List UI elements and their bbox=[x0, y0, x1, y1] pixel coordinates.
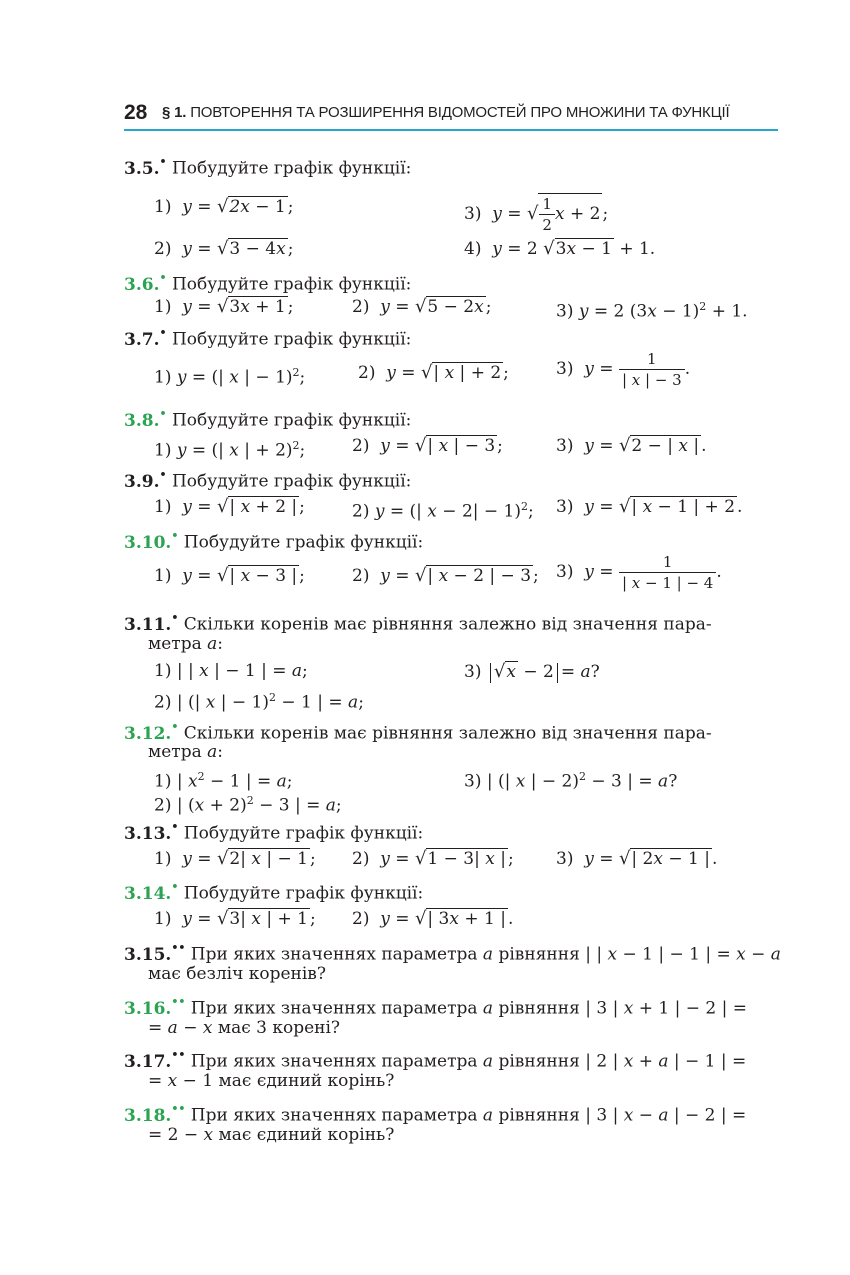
item-3: 3) y = 2 $(3x - 1)^2 + 1$. bbox=[556, 300, 748, 322]
exercise-text-cont: метра bbox=[148, 742, 202, 762]
item-2: 2) | $(x + 2)^2 - 3$ | = a; bbox=[154, 794, 342, 816]
exercise-text: Скільки коренів має рівняння залежно від значення пара- bbox=[183, 614, 712, 635]
exercise-number: 3.8.• bbox=[124, 407, 167, 431]
exercise-text: Побудуйте графік функції: bbox=[171, 274, 412, 295]
item-2: 2) y = √3 − 4x ; bbox=[154, 238, 294, 259]
item-3: 3) y = √2 − | x | . bbox=[556, 435, 707, 456]
section-title: ПОВТОРЕННЯ ТА РОЗШИРЕННЯ ВІДОМОСТЕЙ ПРО МНОЖИНИ ТА ФУНКЦІЇ bbox=[190, 104, 730, 121]
exercise-number: 3.11.• bbox=[124, 611, 179, 635]
exercise-text: Побудуйте графік функції: bbox=[183, 532, 424, 553]
item-1: 1) | $x^2 - 1$ | = a; bbox=[154, 770, 293, 792]
item-1: 1) | | x | − 1 | = a; bbox=[154, 661, 308, 681]
item-1: 1) y = (| x | − 1)$^2$; bbox=[154, 366, 306, 388]
section-mark: § 1. bbox=[162, 104, 187, 121]
exercise-number: 3.12.• bbox=[124, 720, 179, 744]
item-2: 2) y = (| x − 2| − 1)$^2$; bbox=[352, 500, 534, 522]
exercise-number: 3.15.•• bbox=[124, 941, 186, 965]
item-3: 3) y = $\frac{1}{| x - 1 | - 4}$ . bbox=[556, 553, 722, 592]
exercise-number: 3.6.• bbox=[124, 271, 167, 295]
exercise-text-cont: має безліч коренів? bbox=[148, 964, 326, 984]
exercise-text: Побудуйте графік функції: bbox=[171, 158, 412, 179]
page-number: 28 bbox=[124, 101, 148, 124]
item-4: 4) y = 2 √3x − 1 + 1. bbox=[464, 238, 656, 259]
item-3: 3) | (| x | − 2)$^2$ − 3 | = a? bbox=[464, 770, 678, 792]
exercise-text-cont: має єдиний корінь? bbox=[218, 1071, 395, 1091]
item-2: 2) y = √5 − 2x ; bbox=[352, 296, 492, 317]
item-2: 2) y = √| x − 2 | − 3 ; bbox=[352, 565, 539, 586]
exercise-number: 3.10.• bbox=[124, 529, 179, 553]
item-2: 2) | (| x | − 1)$^2$ − 1 | = a; bbox=[154, 691, 364, 713]
item-1: 1) y = √2x − 1 ; bbox=[154, 196, 294, 217]
item-1: 1) y = √| x − 3 | ; bbox=[154, 565, 305, 586]
item-3: 3) √x − 2 = a? bbox=[464, 661, 600, 682]
exercise-number: 3.18.•• bbox=[124, 1102, 186, 1126]
exercise-number: 3.9.• bbox=[124, 468, 167, 492]
exercise-text: Скільки коренів має рівняння залежно від значення пара- bbox=[183, 723, 712, 744]
item-1: 1) y = √2| x | − 1 ; bbox=[154, 848, 316, 869]
exercise-text-cont: має 3 корені? bbox=[217, 1018, 341, 1038]
exercise-text-cont: метра bbox=[148, 634, 202, 654]
item-3: 3) y = √| x − 1 | + 2 . bbox=[556, 496, 743, 517]
header-divider bbox=[124, 129, 778, 131]
item-2: 2) y = √1 − 3| x | ; bbox=[352, 848, 514, 869]
item-2: 2) y = √| x | + 2 ; bbox=[358, 362, 509, 383]
exercise-text: Побудуйте графік функції: bbox=[171, 410, 412, 431]
item-1: 1) y = √3| x | + 1 ; bbox=[154, 908, 316, 929]
page: 28 § 1. ПОВТОРЕННЯ ТА РОЗШИРЕННЯ ВІДОМОСТЕЙ ПРО МНОЖИНИ ТА ФУНКЦІЇ 3.5.• Побудуйте графік функції: 1) y = √2x − 1 ; 3) y = √ $\frac{1}{2}$ x + 2 ; 2) y = √3 − 4x ; 4) y = 2 √3x − 1 + 1. 3.6.• Побудуйте графік функції: 1) y = √3x + 1 ; 2) y = √5 − 2x ; 3) y = 2 $(3x - 1)^2 + 1$. 3.7.• Побудуйте графік функції: 1) y = (| x | − 1)$^2$; 2) y = √| x | + 2 ; 3) y = $\frac{1}{| x | - 3}$ . 3.8.• Побудуйте графік функції: 1) y = (| x | + 2)$^2$; 2) y = √| x | − 3 ; 3) y = √2 − | x | . 3.9.• Побудуйте графік функції: 1) y = √| x + 2 | ; 2) y = (| x − 2| − 1)$^2$; 3) y = √| x − 1 | + 2 . 3.10.• Побудуйте графік функції: 1) y = √| x − 3 | ; 2) y = √| x − 2 | − 3 ; 3) y = $\frac{1}{| x - 1 | - 4}$ . 3.11.• Скільки коренів має рівняння залежно від значення пара- метра a: 1) | | x | − 1 | = a; 3) √x − 2 = a? 2) | (| x | − 1)$^2$ − 1 | = a; 3.12.• Скільки коренів має рівняння залежно від значення пара- метра a: 1) | $x^2 - 1$ | = a; 3) | (| x | − 2)$^2$ − 3 | = a? 2) | $(x + 2)^2 - 3$ | = a; 3.13.• Побудуйте графік функції: 1) y = √2| x | − 1 ; 2) y = √1 − 3| x | ; 3) y = √| 2x − 1 | . 3.14.• Побудуйте графік функції: 1) y = √3| x | + 1 ; 2) y = √| 3x + 1 | . 3.15.•• При яких значеннях параметра a рівняння | | x − 1 | − 1 | = x − a має безліч коренів? 3.16.•• При яких значеннях параметра a рівняння | 3 | x + 1 | − 2 | = = a − x має 3 корені? 3.17.•• При яких значеннях параметра a рівняння | 2 | x + a | − 1 | = = x − 1 має єдиний корінь? 3.18.•• При яких значеннях параметра a рівняння | 3 | x − a | − 2 | = = 2 − x має єдиний корінь? bbox=[0, 0, 850, 1275]
item-3: 3) y = √ $\frac{1}{2}$ x + 2 ; bbox=[464, 195, 609, 234]
item-3: 3) y = √| 2x − 1 | . bbox=[556, 848, 718, 869]
exercise-number: 3.7.• bbox=[124, 326, 167, 350]
exercise-number: 3.13.• bbox=[124, 820, 179, 844]
exercise-text: Побудуйте графік функції: bbox=[171, 471, 412, 492]
page-header bbox=[124, 99, 778, 131]
exercise-text: Побудуйте графік функції: bbox=[183, 883, 424, 904]
item-2: 2) y = √| 3x + 1 | . bbox=[352, 908, 514, 929]
exercise-number: 3.14.• bbox=[124, 880, 179, 904]
exercise-number: 3.5.• bbox=[124, 155, 167, 179]
item-2: 2) y = √| x | − 3 ; bbox=[352, 435, 503, 456]
exercise-number: 3.16.•• bbox=[124, 995, 186, 1019]
exercise-number: 3.17.•• bbox=[124, 1048, 186, 1072]
item-1: 1) y = (| x | + 2)$^2$; bbox=[154, 439, 306, 461]
item-1: 1) y = √| x + 2 | ; bbox=[154, 496, 305, 517]
item-3: 3) y = $\frac{1}{| x | - 3}$ . bbox=[556, 350, 691, 389]
exercise-text: Побудуйте графік функції: bbox=[171, 329, 412, 350]
item-1: 1) y = √3x + 1 ; bbox=[154, 296, 294, 317]
header-title bbox=[162, 104, 729, 121]
exercise-text-cont: має єдиний корінь? bbox=[218, 1125, 395, 1145]
exercise-text: Побудуйте графік функції: bbox=[183, 823, 424, 844]
